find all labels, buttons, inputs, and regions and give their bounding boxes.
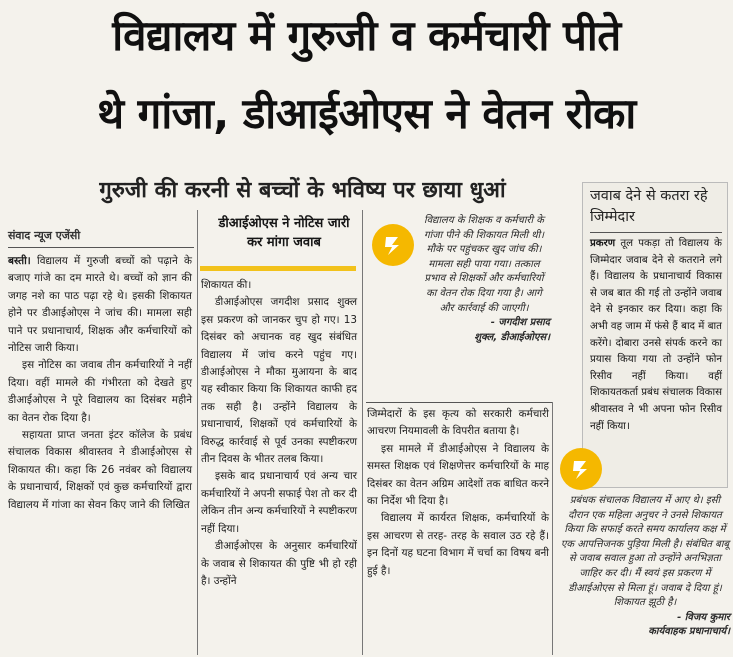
- quote-2-attribution-title: कार्यवाहक प्रधानाचार्य।: [648, 626, 730, 638]
- column-divider-3: [552, 402, 553, 655]
- quote-2-attribution-name: - विजय कुमार: [677, 611, 730, 623]
- column-divider-1: [197, 210, 198, 655]
- headline-line-1: विद्यालय में गुरुजी व कर्मचारी पीते: [112, 11, 621, 60]
- quote-attribution-name: - जगदीश प्रसाद: [490, 317, 550, 329]
- quote-2-text: प्रबंधक संचालक विद्यालय में आए थे। इसी दौरान एक महिला अनुचर ने उनसे शिकायत किया कि सफाई करते समय कार्यालय कक्ष में एक आपत्तिजनक पुड़िया मिली है। संबंधित बाबू से जवाब सवाल हुआ तो उन्होंने अनभिज्ञता जाहिर कर दी। मैं स्वयं इस प्रकरण में डीआईओएस से मिला हूं। जवाब दे दिया हूं। शिकायत झूठी है।: [560, 495, 730, 609]
- sidebar-lead: प्रकरण: [590, 238, 616, 249]
- sidebar-text: [590, 236, 722, 435]
- quote-badge-icon: [372, 224, 414, 266]
- sidebar-body: तूल पकड़ा तो विद्यालय के जिम्मेदार जवाब देने से कतराने लगे हैं। विद्यालय के प्रधानाचार्य विकास से जब बात की गई तो उन्होंने जवाब देने से इनकार कर दिया। कहा कि अभी वह जाम में फंसे हैं बाद में बात करेंगे। दोबारा उनसे संपर्क करने का प्रयास किया गया तो उन्होंने फोन रिसीव नहीं किया। वहीं शिकायतकर्ता प्रबंध संचालक विकास श्रीवास्तव ने भी अपना फोन रिसीव नहीं किया।: [590, 238, 722, 432]
- byline-rule: [8, 247, 194, 248]
- quote-principal: [560, 494, 730, 640]
- column-3-paragraph: विद्यालय में कार्यरत शिक्षक, कर्मचारियों के इस आचरण से तरह- तरह के सवाल उठ रहे हैं। इन दिनों यह घटना विभाग में चर्चा का विषय बनी हुई है।: [367, 512, 549, 577]
- article-column-1: [8, 253, 192, 514]
- byline: संवाद न्यूज एजेंसी: [8, 229, 81, 242]
- column-1-paragraph: [8, 253, 192, 357]
- sidebar-rule: [590, 232, 722, 233]
- column-2-paragraph: डीआईओएस के अनुसार कर्मचारियों के जवाब से शिकायत की पुष्टि भी हो रही है। उन्होंने: [201, 540, 357, 587]
- article-column-2: [201, 277, 357, 590]
- column-1-paragraph: इस नोटिस का जवाब तीन कर्मचारियों ने नहीं दिया। वहीं मामले की गंभीरता को देखते हुए डीआईओएस ने पूरे विद्यालय का दिसंबर महीने का वेतन रोक दिया है।: [8, 359, 192, 424]
- column-1-paragraph: सहायता प्राप्त जनता इंटर कॉलेज के प्रबंध संचालक विकास श्रीवास्तव ने डीआईओएस से शिकायत की। कहा कि 26 नवंबर को विद्यालय के प्रधानाचार्य, शिक्षकों एवं कुछ कर्मचारियों द्वारा विद्यालय में गांजा का सेवन किए जाने की लिखित: [8, 429, 192, 511]
- column-3-paragraph: इस मामले में डीआईओएस ने विद्यालय के समस्त शिक्षक एवं शिक्षणेत्तर कर्मचारियों के माह दिसंबर का वेतन अग्रिम आदेशों तक बाधित करने का निर्देश भी दिया है।: [367, 442, 549, 508]
- subheadline: गुरुजी की करनी से बच्चों के भविष्य पर छाया धुआं: [99, 178, 506, 203]
- sidebar-heading: जवाब देने से कतरा रहे जिम्मेदार: [590, 188, 708, 225]
- highlight-bar: [200, 266, 356, 271]
- quote-dios: [418, 214, 550, 345]
- column-1-text: विद्यालय में गुरुजी बच्चों को पढ़ाने के बजाए गांजे का दम मारते थे। बच्चों को ज्ञान की जगह नशे का पाठ पढ़ा रहे थे। इसकी शिकायत होने पर डीआईओएस ने जांच की। मामला सही पाने पर प्रधानाचार्य, शिक्षक और कर्मचारियों को नोटिस जारी किया।: [8, 255, 192, 355]
- column-2-paragraph: शिकायत की।: [201, 279, 252, 291]
- headline-line-2: थे गांजा, डीआईओएस ने वेतन रोका: [97, 89, 636, 138]
- article-column-3: [367, 406, 549, 580]
- quote-attribution-title: शुक्ल, डीआईओएस।: [474, 331, 550, 343]
- column-divider-2: [362, 210, 363, 655]
- column-2-paragraph: इसके बाद प्रधानाचार्य एवं अन्य चार कर्मचारियों ने अपनी सफाई पेश तो कर दी लेकिन तीन अन्य कर्मचारियों ने स्पष्टीकरण नहीं दिया।: [201, 470, 357, 535]
- box-heading: डीआईओएस ने नोटिस जारी कर मांगा जवाब: [218, 216, 350, 250]
- column-2-paragraph: डीआईओएस जगदीश प्रसाद शुक्ल इस प्रकरण को जानकर चुप हो गए। 13 दिसंबर को अचानक वह खुद संबंधित विद्यालय में जांच करने पहुंच गए। डीआईओएस ने मौका मुआयना के बाद यह स्वीकार किया कि शिकायत काफी हद तक सही है। उन्होंने विद्यालय के प्रधानाचार्य, शिक्षकों एवं कर्मचारियों के विरुद्ध कार्रवाई से पूर्व उनका स्पष्टीकरण तीन दिवस के भीतर तलब किया।: [201, 296, 357, 466]
- quote-text: विद्यालय के शिक्षक व कर्मचारी के गांजा पीने की शिकायत मिली थी। मौके पर पहुंचकर खुद जांच की। मामला सही पाया गया। तत्काल प्रभाव से शिक्षकों और कर्मचारियों का वेतन रोक दिया गया है। आगे और कार्रवाई की जाएगी।: [423, 215, 545, 314]
- dateline: बस्ती।: [8, 255, 31, 267]
- quote-badge-icon-2: [560, 448, 602, 490]
- quote-rule: [366, 402, 552, 403]
- column-3-paragraph: जिम्मेदारों के इस कृत्य को सरकारी कर्मचारी आचरण नियमावली के विपरीत बताया है।: [367, 408, 549, 438]
